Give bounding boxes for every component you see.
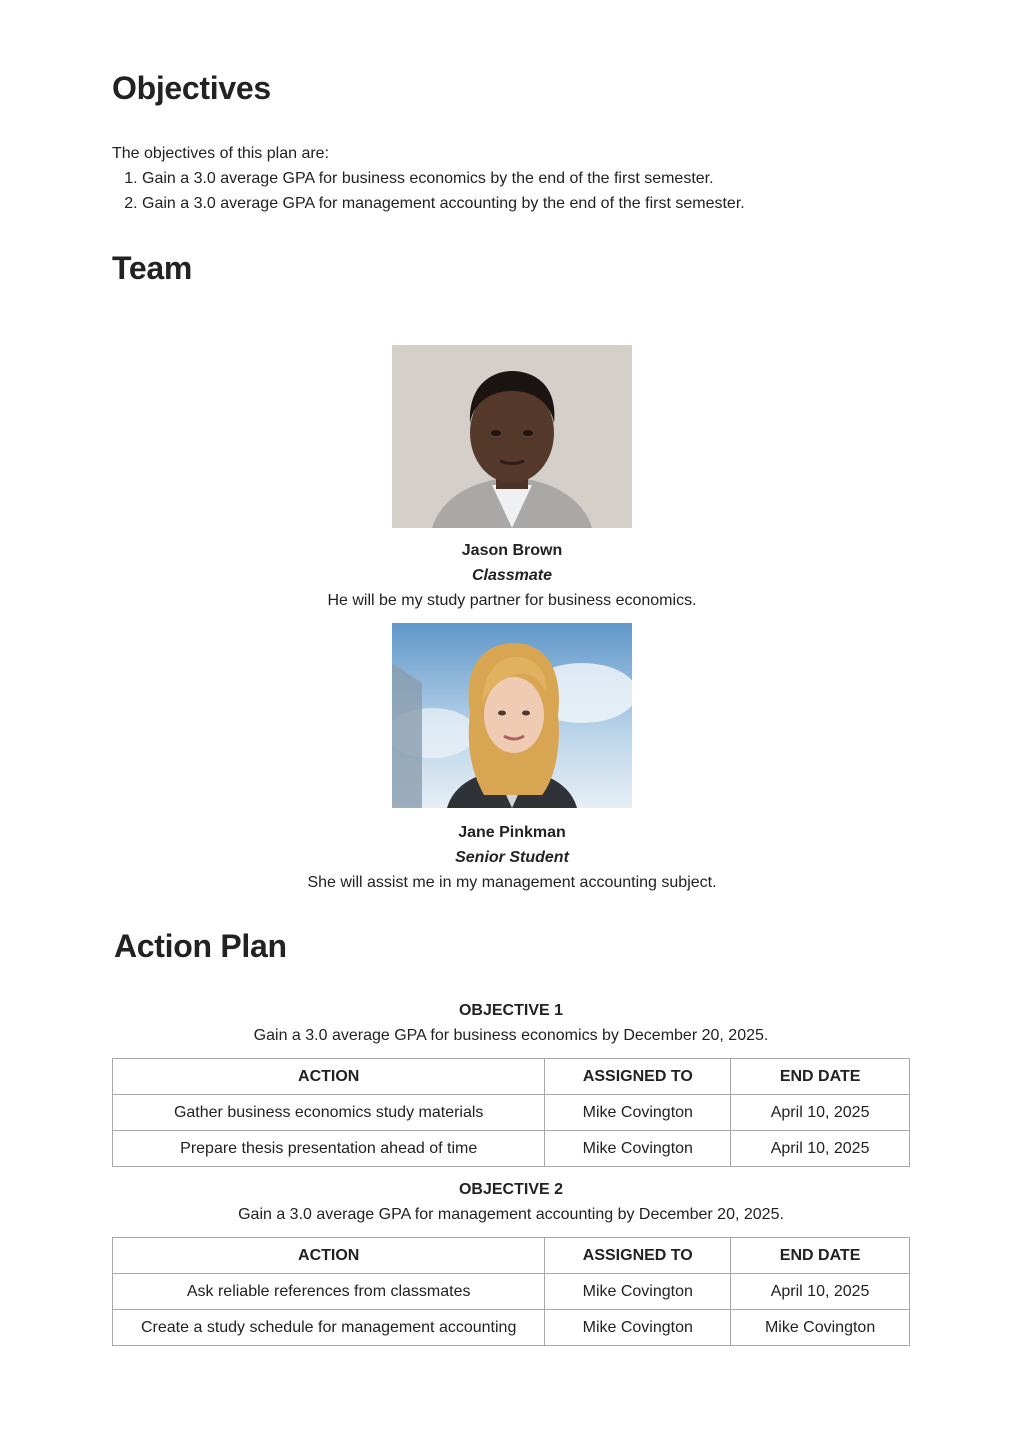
- objective-description: Gain a 3.0 average GPA for business economics by December 20, 2025.: [253, 1027, 769, 1044]
- team-member-name: Jason Brown: [461, 542, 563, 559]
- column-header-assigned-to: ASSIGNED TO: [545, 1238, 731, 1274]
- team-member-role: Senior Student: [455, 849, 569, 866]
- column-header-end-date: END DATE: [731, 1059, 910, 1095]
- table-header-row: [113, 1059, 910, 1095]
- team-member-description: He will be my study partner for business economics.: [327, 592, 697, 609]
- team-member-photo: [392, 345, 632, 528]
- action-plan-table: [112, 1058, 910, 1167]
- objective-description: Gain a 3.0 average GPA for management accounting by December 20, 2025.: [238, 1206, 784, 1223]
- action-plan-heading: Action Plan: [114, 928, 287, 964]
- team-heading: Team: [112, 250, 193, 286]
- action-cell: Prepare thesis presentation ahead of time: [113, 1131, 545, 1167]
- objectives-intro: The objectives of this plan are:: [112, 145, 330, 162]
- end-date-cell: Mike Covington: [731, 1310, 910, 1346]
- column-header-action: ACTION: [113, 1059, 545, 1095]
- column-header-action: ACTION: [113, 1238, 545, 1274]
- action-cell: Ask reliable references from classmates: [113, 1274, 545, 1310]
- objective-label: OBJECTIVE 2: [458, 1181, 564, 1198]
- assigned-to-cell: Mike Covington: [545, 1095, 731, 1131]
- action-cell: Create a study schedule for management accounting: [113, 1310, 545, 1346]
- table-row: [113, 1131, 910, 1167]
- end-date-cell: April 10, 2025: [731, 1274, 910, 1310]
- team-member-name: Jane Pinkman: [458, 824, 566, 841]
- team-member-card: [0, 623, 1024, 895]
- objectives-list: [112, 166, 745, 216]
- column-header-assigned-to: ASSIGNED TO: [545, 1059, 731, 1095]
- end-date-cell: April 10, 2025: [731, 1095, 910, 1131]
- objective-item: 1. Gain a 3.0 average GPA for business economics by the end of the first semester.: [142, 166, 745, 191]
- objectives-heading: Objectives: [112, 70, 271, 106]
- assigned-to-cell: Mike Covington: [545, 1131, 731, 1167]
- table-row: [113, 1274, 910, 1310]
- objective-label: OBJECTIVE 1: [458, 1002, 564, 1019]
- action-cell: Gather business economics study materials: [113, 1095, 545, 1131]
- table-row: [113, 1095, 910, 1131]
- objective-item: 2. Gain a 3.0 average GPA for management accounting by the end of the first semester.: [142, 191, 745, 216]
- assigned-to-cell: Mike Covington: [545, 1274, 731, 1310]
- team-member-description: She will assist me in my management accounting subject.: [307, 874, 717, 891]
- table-row: [113, 1310, 910, 1346]
- action-plan-table: [112, 1237, 910, 1346]
- team-member-card: [0, 345, 1024, 613]
- team-member-role: Classmate: [471, 567, 553, 584]
- team-member-photo: [392, 623, 632, 808]
- table-header-row: [113, 1238, 910, 1274]
- column-header-end-date: END DATE: [731, 1238, 910, 1274]
- assigned-to-cell: Mike Covington: [545, 1310, 731, 1346]
- end-date-cell: April 10, 2025: [731, 1131, 910, 1167]
